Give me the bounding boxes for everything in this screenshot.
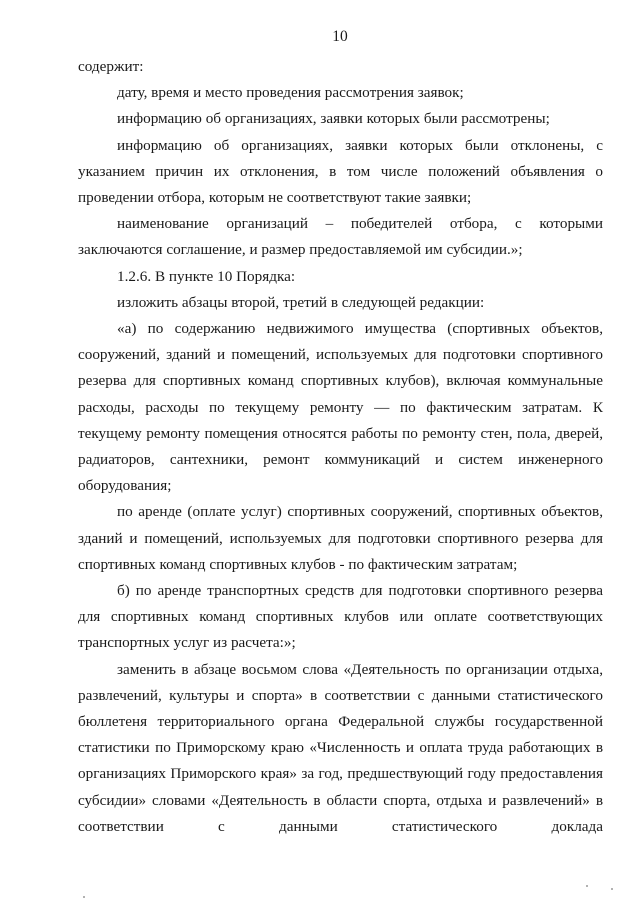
- paragraph-subitem-a: «а) по содержанию недвижимого имущества (спортивных объектов, сооружений, зданий и помещений, используемых для подготовки спортивного резерва для спортивных команд спортивных клубов), включая коммунальные расходы, расходы по текущему ремонту — по фактическим затратам. К текущему ремонту помещения относятся работы по ремонту стен, пола, дверей, радиаторов, сантехники, ремонт коммуникаций и систем инженерного оборудования;: [78, 320, 603, 495]
- paragraph-replace-words: заменить в абзаце восьмом слова «Деятельность по организации отдыха, развлечений, культуры и спорта» в соответствии с данными статистического бюллетеня территориального органа Федеральной службы государственной статистики по Приморскому краю «Численность и оплата труда работающих в организациях Приморского края» за год, предшествующий году предоставления субсидии» словами «Деятельность в области спорта, отдыха и развлечений» в соответствии с данными статистического доклада: [78, 660, 603, 835]
- page-number: 10: [332, 28, 348, 45]
- paragraph-rent-facilities: по аренде (оплате услуг) спортивных сооружений, спортивных объектов, зданий и помещений, используемых для подготовки спортивного резерва для спортивных команд спортивных клубов - по фактическим затратам;: [78, 503, 603, 573]
- document-body: [78, 54, 603, 840]
- paragraph-item-1-2-6: 1.2.6. В пункте 10 Порядка:: [117, 267, 296, 285]
- paragraph-date-time-place: дату, время и место проведения рассмотрения заявок;: [117, 84, 464, 102]
- scan-speck: [83, 896, 85, 898]
- paragraph-restate-instruction: изложить абзацы второй, третий в следующей редакции:: [117, 293, 485, 311]
- paragraph-rejected-orgs: информацию об организациях, заявки которых были отклонены, с указанием причин их отклонения, в том числе положений объявления о проведении отбора, которым не соответствуют такие заявки;: [78, 136, 603, 207]
- scan-speck: [586, 885, 588, 887]
- paragraph-winners: наименование организаций – победителей отбора, с которыми заключаются соглашение, и размер предоставляемой им субсидии.»;: [78, 215, 603, 259]
- paragraph-contains: содержит:: [78, 58, 144, 75]
- paragraph-subitem-b: б) по аренде транспортных средств для подготовки спортивного резерва для спортивных команд спортивных клубов или оплате соответствующих транспортных услуг из расчета:»;: [78, 582, 603, 652]
- paragraph-reviewed-orgs: информацию об организациях, заявки которых были рассмотрены;: [117, 110, 550, 128]
- scan-speck: [611, 888, 613, 890]
